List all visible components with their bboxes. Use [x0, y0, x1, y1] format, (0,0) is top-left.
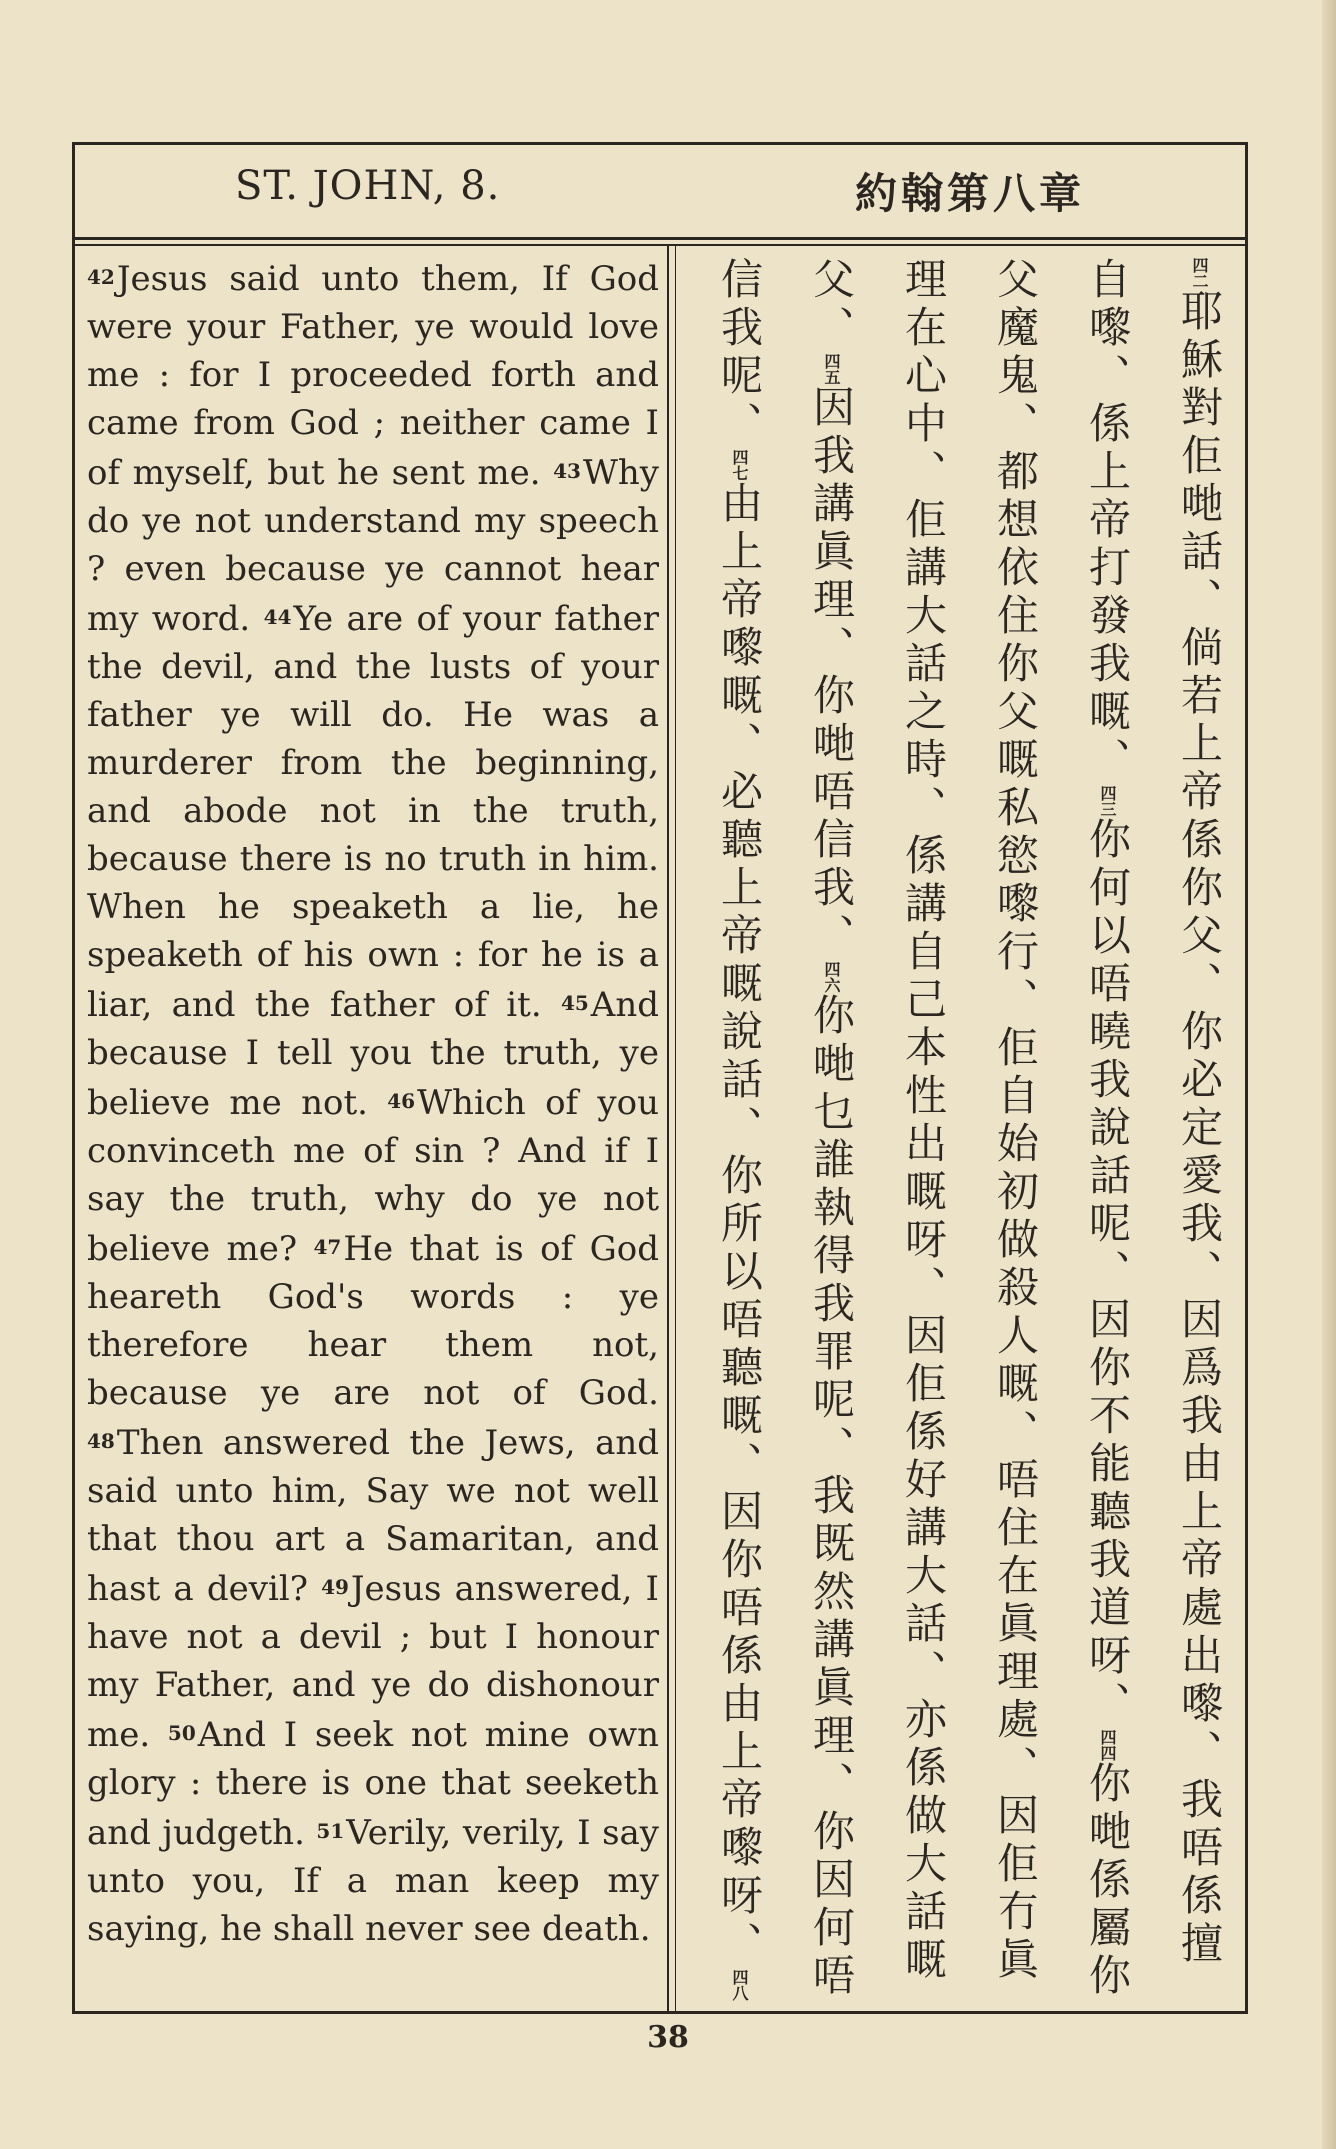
column-divider — [667, 246, 669, 2011]
verse-number: 48 — [87, 1429, 115, 1453]
verse-text: 你哋乜誰執得我罪呢、我既然講眞理、你因何唔信我呢、 — [715, 257, 856, 2001]
header-title-chinese: 約翰第八章 — [854, 169, 1085, 218]
page-frame — [72, 142, 1248, 2014]
verse-text: 耶穌對佢哋話、倘若上帝係你父、你必定愛我、因爲我由上帝處出嚟、我唔係擅自嚟、係上帝打發我嘅、 — [1083, 257, 1224, 1969]
verse-number: 50 — [167, 1721, 196, 1745]
page-number: 38 — [647, 2020, 689, 2055]
verse-text: And because I tell you the truth, ye believe me not. — [87, 985, 660, 1123]
verse-number: 四八 — [730, 1969, 749, 2001]
column-divider-inner — [675, 246, 676, 2011]
verse-number: 45 — [560, 991, 589, 1015]
verse-text: 你哋係屬你父魔鬼、都想依住你父嘅私慾嚟行、佢自始初做殺人嘅、唔住在眞理處、因佢冇眞理在心中、佢講大話之時、係講自己本性出嘅呀、因佢係好講大話、亦係做大話嘅父、 — [807, 257, 1132, 2001]
verse-text: Jesus answered, I have not a devil ; but I honour my Father, and ye do dishonour me. — [87, 1569, 659, 1755]
verse-text: 由上帝嚟嘅、必聽上帝嘅說話、你所以唔聽嘅、因你唔係由上帝嚟呀、 — [715, 481, 764, 1969]
running-header — [75, 145, 1245, 240]
verse-zh-43 — [1083, 785, 1132, 1729]
verse-text: Jesus said unto them, If God were your Father, ye would love me : for I proceeded forth and came from God ; neither came I of myself, but he sent me. — [87, 259, 659, 493]
verse-text: Which of you convinceth me of sin ? And if I say the truth, why do ye not believe me? — [87, 1083, 660, 1269]
verse-number: 49 — [321, 1575, 349, 1599]
verse-number: 四二 — [1190, 257, 1209, 289]
verse-number: 四三 — [1098, 785, 1117, 817]
verse-number: 四七 — [730, 449, 749, 481]
verse-number: 四五 — [822, 353, 841, 385]
verse-number: 43 — [553, 459, 581, 483]
verse-text: He that is of God heareth God's words : ye therefore hear them not, because ye are not of God. — [87, 1229, 659, 1413]
english-column — [87, 253, 659, 1953]
verse-text: Why do ye not understand my speech ? even because ye cannot hear my word. — [87, 453, 659, 639]
verse-zh-47 — [715, 449, 764, 1969]
verse-number: 44 — [263, 605, 292, 629]
page-edge — [1322, 0, 1336, 2149]
verse-text: Ye are of your father the devil, and the lusts of your father ye will do. He was a murderer from the beginning, and abode not in the truth, because there is no truth in him. When he speaketh a lie, he speaketh of his own : for he is a liar, and the father of it. — [87, 599, 660, 1025]
verse-text: Verily, verily, I say unto you, If a man keep my saying, he shall never see death. — [87, 1813, 660, 1949]
verse-number: 51 — [316, 1819, 345, 1843]
verse-number: 42 — [87, 265, 115, 289]
header-rule — [75, 237, 1245, 246]
verse-text: And I seek not mine own glory : there is one that seeketh and judgeth. — [87, 1715, 659, 1853]
header-title-english: ST. JOHN, 8. — [235, 163, 501, 209]
verse-number: 47 — [313, 1235, 342, 1259]
verse-number: 46 — [387, 1089, 416, 1113]
verse-number: 四四 — [1098, 1729, 1117, 1761]
verse-en-44 — [87, 599, 659, 1025]
verse-text: 因我講眞理、你哋唔信我、 — [807, 385, 856, 961]
verse-text: 你何以唔曉我說話呢、因你不能聽我道呀、 — [1083, 817, 1132, 1729]
chinese-column — [690, 257, 1245, 2007]
verse-number: 四六 — [822, 961, 841, 993]
verse-text: Then answered the Jews, and said unto him, Say we not well that thou art a Samaritan, and hast a devil? — [87, 1423, 659, 1609]
verse-zh-45 — [807, 353, 856, 961]
